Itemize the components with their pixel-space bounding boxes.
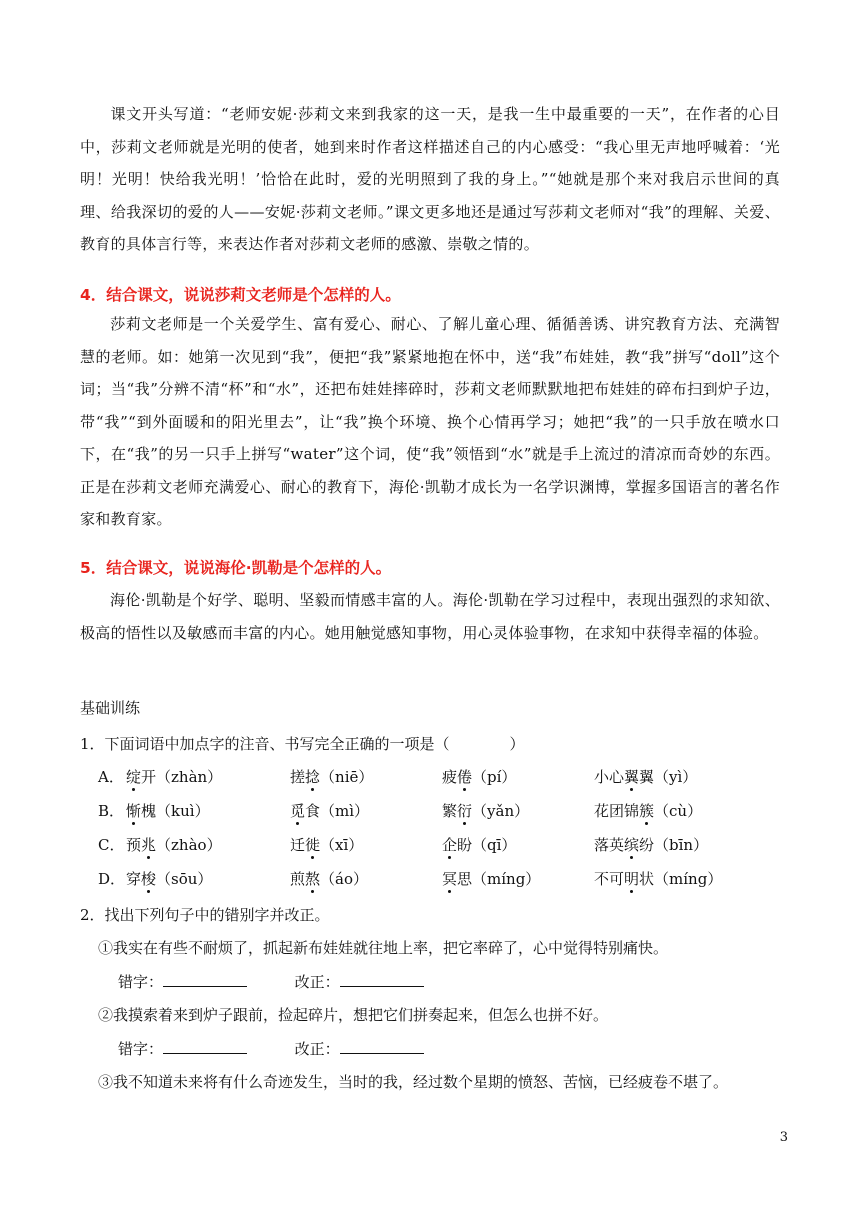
option-a-word-1: 绽开（zhàn）: [126, 768, 223, 786]
question-1-stem: 1．下面词语中加点字的注音、书写完全正确的一项是（ ）: [80, 735, 525, 753]
dotted-character: 翼: [624, 768, 640, 786]
question-5-heading: 5．结合课文，说说海伦·凯勒是个怎样的人。: [80, 559, 392, 577]
option-d-word-3: 冥思（míng）: [442, 870, 541, 888]
dotted-character: 梭: [141, 870, 157, 888]
dotted-character: 企: [442, 836, 458, 854]
option-c-word-4: 落英缤纷（bīn）: [594, 836, 709, 854]
question-2-sentence-3: ③我不知道未来将有什么奇迹发生，当时的我，经过数个星期的愤怒、苦恼，已经疲卷不堪了。: [98, 1073, 729, 1091]
answer-line-1: [118, 971, 424, 992]
option-letter: D．: [98, 870, 126, 888]
dotted-character: 惭: [126, 802, 142, 820]
paragraph-answer-5: 海伦·凯勒是个好学、聪明、坚毅而情感丰富的人。海伦·凯勒在学习过程中，表现出强烈的求知欲、极高的悟性以及敏感而丰富的内心。她用触觉感知事物，用心灵体验事物，在求知中获得幸福的体验。: [80, 591, 780, 642]
option-c-word-3: 企盼（qī）: [442, 836, 517, 854]
page-number: 3: [779, 1130, 788, 1145]
question-2-sentence-1: ①我实在有些不耐烦了，抓起新布娃娃就往地上率，把它率碎了，心中觉得特别痛快。: [98, 939, 669, 957]
dotted-character: 绽: [126, 768, 142, 786]
option-c-word-2: 迁徙（xī）: [290, 836, 364, 854]
section-title: 基础训练: [80, 699, 141, 717]
dotted-character: 缤: [624, 836, 640, 854]
dotted-character: 倦: [457, 768, 473, 786]
option-letter: C．: [98, 836, 125, 854]
dotted-character: 觅: [290, 802, 306, 820]
question-4-heading: 4．结合课文，说说莎莉文老师是个怎样的人。: [80, 286, 401, 304]
wrong-char-blank[interactable]: [163, 1039, 247, 1054]
question-2-stem: 2．找出下列句子中的错别字并改正。: [80, 906, 330, 924]
dotted-character: 明: [624, 870, 640, 888]
correction-label: 改正：: [294, 973, 340, 991]
option-letter: A．: [98, 768, 124, 786]
correction-label: 改正：: [294, 1040, 340, 1058]
dotted-character: 冥: [442, 870, 458, 888]
question-2-sentence-2: ②我摸索着来到炉子跟前，捡起碎片，想把它们拼奏起来，但怎么也拼不好。: [98, 1006, 609, 1024]
wrong-char-label: 错字：: [118, 973, 164, 991]
correction-blank[interactable]: [340, 1039, 424, 1054]
option-c[interactable]: [98, 834, 124, 855]
option-b-word-1: 惭槐（kuì）: [126, 802, 210, 820]
option-b[interactable]: [98, 800, 124, 821]
option-b-word-3: 繁衍（yǎn）: [442, 802, 530, 820]
option-a-word-3: 疲倦（pí）: [442, 768, 517, 786]
dotted-character: 捻: [305, 768, 321, 786]
dotted-character: 衍: [457, 802, 473, 820]
option-d-word-2: 煎熬（áo）: [290, 870, 369, 888]
option-b-word-2: 觅食（mì）: [290, 802, 370, 820]
wrong-char-blank[interactable]: [163, 972, 247, 987]
dotted-character: 熬: [305, 870, 321, 888]
option-d[interactable]: [98, 868, 125, 889]
option-d-word-4: 不可明状（míng）: [594, 870, 723, 888]
option-a-word-4: 小心翼翼（yì）: [594, 768, 698, 786]
dotted-character: 兆: [141, 836, 157, 854]
option-a[interactable]: [98, 766, 124, 787]
paragraph-answer-4: 莎莉文老师是一个关爱学生、富有爱心、耐心、了解儿童心理、循循善诱、讲究教育方法、充满智慧的老师。如：她第一次见到“我”，便把“我”紧紧地抱在怀中，送“我”布娃娃，教“我”拼写“doll”这个词；当“我”分辨不清“杯”和“水”，还把布娃娃摔碎时，莎莉文老师默默地把布娃娃的碎布扫到炉子边，带“我”“到外面暖和的阳光里去”，让“我”换个环境、换个心情再学习；她把“我”的一只手放在喷水口下，在“我”的另一只手上拼写“water”这个词，使“我”领悟到“水”就是手上流过的清凉而奇妙的东西。正是在莎莉文老师充满爱心、耐心的教育下，海伦·凯勒才成长为一名学识渊博，掌握多国语言的著名作家和教育家。: [80, 315, 780, 528]
option-c-word-1: 预兆（zhào）: [126, 836, 222, 854]
option-d-word-1: 穿梭（sōu）: [126, 870, 213, 888]
option-letter: B．: [98, 802, 125, 820]
paragraph-intro: 课文开头写道：“老师安妮·莎莉文来到我家的这一天，是我一生中最重要的一天”，在作者的心目中，莎莉文老师就是光明的使者，她到来时作者这样描述自己的内心感受：“我心里无声地呼喊着：‘光明！光明！快给我光明！’恰恰在此时，爱的光明照到了我的身上。”“她就是那个来对我启示世间的真理、给我深切的爱的人——安妮·莎莉文老师。”课文更多地还是通过写莎莉文老师对“我”的理解、关爱、教育的具体言行等，来表达作者对莎莉文老师的感激、崇敬之情的。: [80, 105, 780, 253]
wrong-char-label: 错字：: [118, 1040, 164, 1058]
option-b-word-4: 花团锦簇（cù）: [594, 802, 703, 820]
answer-line-2: [118, 1038, 424, 1059]
dotted-character: 徙: [305, 836, 321, 854]
option-a-word-2: 搓捻（niē）: [290, 768, 374, 786]
correction-blank[interactable]: [340, 972, 424, 987]
dotted-character: 簇: [639, 802, 655, 820]
